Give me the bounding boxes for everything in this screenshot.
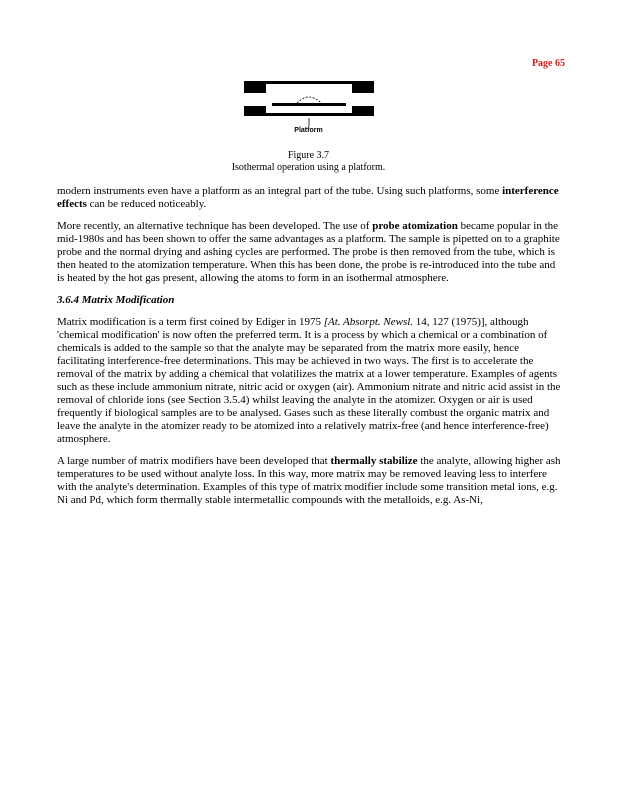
- paragraph-1-text-c: can be reduced noticeably.: [86, 198, 207, 210]
- tube-bottom-left-block: [244, 106, 266, 116]
- paragraph-2: [57, 220, 564, 285]
- paragraph-2-text-a: More recently, an alternative technique has been developed. The use of: [57, 220, 373, 232]
- paragraph-2-text-c: became popular in the mid-1980s and has been shown to offer the same advantages as a platform. The sample is pipetted on to a graphite probe and the normal drying and ashing cycles are performed. The probe is then removed from the tube, which is then heated to the atomization temperature. When this has been done, the probe is re-introduced into the tube and is heated by the hot gas present, allowing the atoms to form in an isothermal atmosphere.: [57, 220, 560, 284]
- paragraph-4: [57, 455, 564, 507]
- tube-top-left-block: [244, 81, 266, 93]
- sample-droplet: [297, 97, 321, 103]
- tube-top-right-block: [352, 81, 374, 93]
- paragraph-4-text-a: A large number of matrix modifiers have been developed that: [57, 455, 331, 467]
- paragraph-3-text-a: Matrix modification is a term first coined by Ediger in 1975: [57, 316, 324, 328]
- figure-label: Platform: [294, 127, 323, 134]
- figure-caption-block: [0, 150, 617, 174]
- term-thermally-stabilize: thermally stabilize: [330, 455, 418, 467]
- term-probe-atomization: probe atomization: [372, 220, 458, 232]
- platform-plate: [272, 103, 346, 106]
- paragraph-3-text-c: 14, 127 (1975)], although 'chemical modification' is now often the preferred term. It is a process by which a chemical or a combination of chemicals is added to the sample so that the analyte may be separated from the matrix more easily, hence facilitating interference-free determinations. This may be achieved in two ways. The first is to accelerate the removal of the matrix by adding a chemical that volatilizes the matrix at a lower temperature. Examples of agents such as these include ammonium nitrate, nitric acid or oxygen (air). Ammonium nitrate and nitric acid assist in the removal of chloride ions (see Section 3.5.4) whilst leaving the analyte in the atomizer. Oxygen or air is used frequently if biological samples are to be analysed. Gases such as these literally combust the organic matrix and leave the analyte in the atomizer ready to be atomized into a relatively matrix-free (and hence interference-free) atmosphere.: [57, 316, 561, 445]
- section-heading: 3.6.4 Matrix Modification: [57, 294, 175, 306]
- paragraph-1: [57, 185, 564, 211]
- body-text: [57, 185, 564, 516]
- paragraph-1-text-a: modern instruments even have a platform as an integral part of the tube. Using such platforms, some: [57, 185, 503, 197]
- reference-citation: [At. Absorpt. Newsl.: [323, 316, 414, 328]
- figure-title: Figure 3.7: [287, 150, 330, 161]
- page-number: Page 65: [531, 58, 565, 69]
- paragraph-4-text-c: the analyte, allowing higher ash temperatures to be used without analyte loss. In this way, more matrix may be removed leaving less to interfere with the analyte's determination. Examples of this type of matrix modifier include some transition metal ions, e.g. Ni and Pd, which form thermally stable intermetallic compounds with the metalloids, e.g. As-Ni,: [57, 455, 561, 506]
- tube-bottom-right-block: [352, 106, 374, 116]
- term-interference-effects: interference effects: [57, 185, 559, 210]
- figure-caption: Isothermal operation using a platform.: [231, 162, 386, 173]
- paragraph-3: [57, 316, 564, 446]
